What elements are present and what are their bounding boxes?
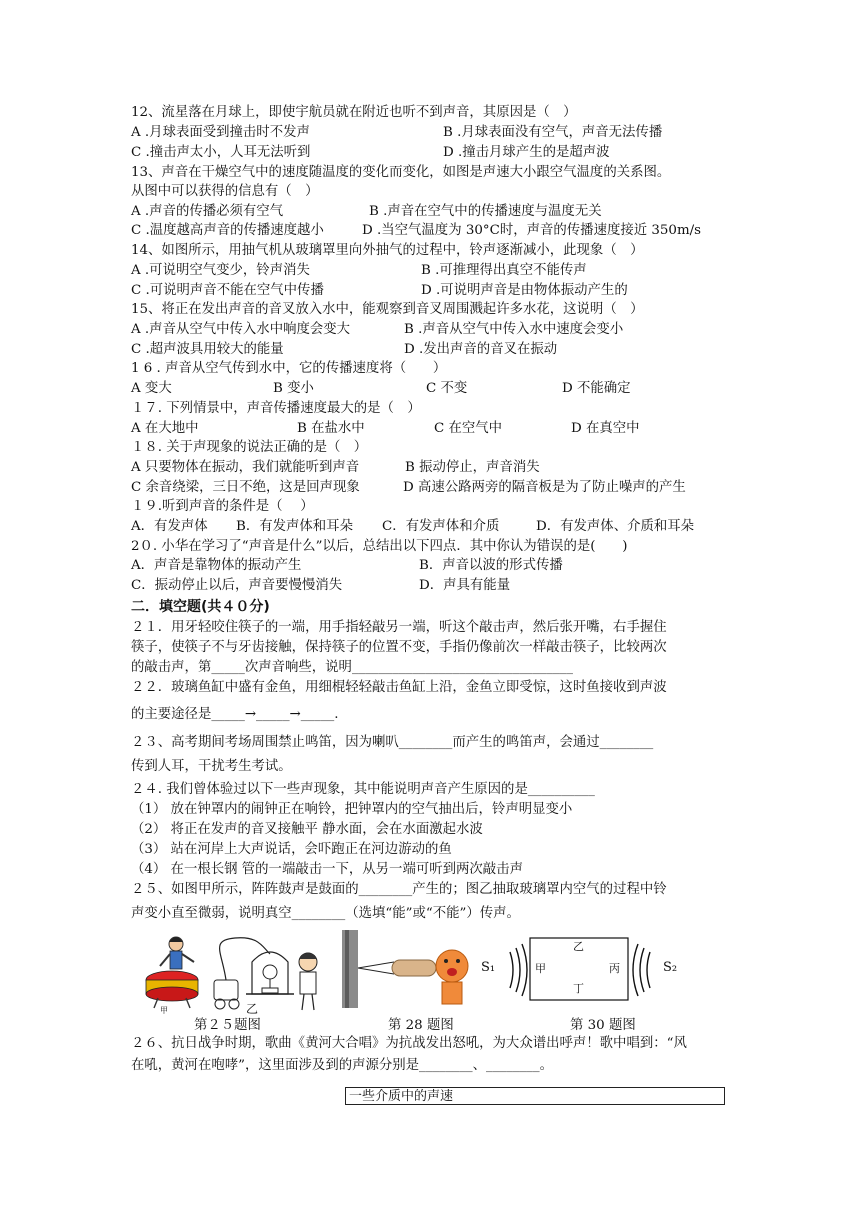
q20-option-d: D．声具有能量	[419, 578, 511, 593]
q13-stem-line2: 从图中可以获得的信息有（ ）	[131, 184, 319, 199]
q19-option-b: B．有发声体和耳朵	[236, 519, 353, 534]
q14-option-d: D .可说明声音是由物体振动产生的	[421, 283, 628, 298]
figure-30-label-s2: S₂	[663, 960, 678, 975]
q12-option-a: A .月球表面受到撞击时不发声	[131, 125, 310, 140]
q19-stem: １９.听到声音的条件是（ ）	[131, 499, 314, 514]
q19-option-c: C．有发声体和介质	[382, 519, 500, 534]
q17-option-b: B 在盐水中	[297, 421, 365, 436]
q13-stem-line1: 13、声音在干燥空气中的速度随温度的变化而变化，如图是声速大小跟空气温度的关系图。	[131, 165, 671, 180]
figure-30-label-ding: 丁	[573, 982, 584, 995]
q22-line1: ２２．玻璃鱼缸中盛有金鱼，用细棍轻轻敲击鱼缸上沿，金鱼立即受惊，这时鱼接收到声波	[131, 680, 667, 695]
q15-option-d: D .发出声音的音叉在振动	[404, 342, 558, 357]
q13-option-c: C .温度越高声音的传播速度越小	[131, 223, 324, 238]
q14-option-a: A .可说明空气变少，铃声消失	[131, 263, 310, 278]
q16-option-b: B 变小	[273, 381, 314, 396]
figure-28-sound-source	[340, 930, 478, 1008]
caption-figure-30: 第 30 题图	[570, 1018, 636, 1033]
q12-option-c: C .撞击声太小，人耳无法听到	[131, 145, 311, 160]
caption-figure-25: 第２５题图	[194, 1018, 261, 1033]
q18-stem: １８. 关于声现象的说法正确的是（ ）	[131, 440, 368, 455]
q24-item-1: （1） 放在钟罩内的闹钟正在响铃，把钟罩内的空气抽出后，铃声明显变小	[131, 802, 573, 817]
caption-figure-28: 第 28 题图	[388, 1018, 454, 1033]
figure-30-label-yi: 乙	[573, 940, 584, 953]
figure-25-label-yi: 乙	[246, 1002, 259, 1016]
q24-stem: ２４. 我们曾体验过以下一些声现象，其中能说明声音产生原因的是__________	[131, 782, 595, 797]
section-heading-fill-in: 二．填空题(共４０分)	[131, 599, 270, 615]
q21-line3: 的敲击声，第_____次声音响些，说明_________________________________	[131, 660, 573, 675]
q19-option-d: D．有发声体、介质和耳朵	[536, 519, 695, 534]
q15-stem: 15、将正在发出声音的音叉放入水中，能观察到音叉周围溅起许多水花，这说明（ ）	[131, 302, 644, 317]
q14-stem: 14、如图所示，用抽气机从玻璃罩里向外抽气的过程中，铃声逐渐减小，此现象（ ）	[131, 243, 644, 258]
figure-30-label-s1: S₁	[481, 960, 496, 975]
q24-item-4: （4） 在一根长钢 管的一端敲击一下，从另一端可听到两次敲击声	[131, 862, 523, 877]
q17-stem: １７. 下列情景中，声音传播速度最大的是（ ）	[131, 401, 421, 416]
q15-option-c: C .超声波具用较大的能量	[131, 342, 284, 357]
figure-30-label-jia: 甲	[535, 962, 546, 975]
q23-line2: 传到人耳，干扰考生考试。	[131, 759, 292, 774]
q16-option-a: A 变大	[131, 381, 172, 396]
q12-option-d: D .撞击月球产生的是超声波	[443, 145, 610, 160]
q26-line2: 在吼，黄河在咆哮”，这里面涉及到的声源分别是________、________。	[131, 1058, 553, 1073]
figure-25-label-jia: 甲	[160, 1006, 168, 1015]
q13-option-a: A .声音的传播必须有空气	[131, 204, 284, 219]
q26-line1: ２６、抗日战争时期，歌曲《黄河大合唱》为抗战发出怒吼，为大众谱出呼声！歌中唱到：“风	[131, 1036, 687, 1051]
q17-option-a: A 在大地中	[131, 421, 199, 436]
q20-option-b: B．声音以波的形式传播	[419, 558, 563, 573]
q25-line1: ２５、如图甲所示，阵阵鼓声是鼓面的________产生的；图乙抽取玻璃罩内空气的过程中铃	[131, 882, 667, 897]
sound-speed-table-title: 一些介质中的声速	[345, 1087, 725, 1105]
q17-option-d: D 在真空中	[571, 421, 640, 436]
q20-option-c: C．振动停止以后，声音要慢慢消失	[131, 578, 343, 593]
q24-item-2: （2） 将正在发声的音叉接触平 静水面，会在水面激起水波	[131, 822, 483, 837]
q24-item-3: （3） 站在河岸上大声说话，会吓跑正在河边游动的鱼	[131, 842, 452, 857]
q17-option-c: C 在空气中	[434, 421, 503, 436]
q18-option-d: D 高速公路两旁的隔音板是为了防止噪声的产生	[403, 480, 686, 495]
q18-option-b: B 振动停止，声音消失	[405, 460, 540, 475]
q22-line2: 的主要途径是_____→_____→_____.	[131, 707, 339, 722]
q15-option-b: B .声音从空气中传入水中速度会变小	[404, 322, 624, 337]
q20-stem: 2０. 小华在学习了“声音是什么”以后，总结出以下四点．其中你认为错误的是( )	[131, 539, 628, 554]
figure-30-circuit	[478, 930, 686, 1010]
q14-option-c: C .可说明声音不能在空气中传播	[131, 283, 324, 298]
q19-option-a: A．有发声体	[131, 519, 208, 534]
q21-line2: 筷子，使筷子不与牙齿接触，保持筷子的位置不变，手指仍像前次一样敲击筷子，比较两次	[131, 640, 667, 655]
q20-option-a: A．声音是靠物体的振动产生	[131, 558, 302, 573]
figure-30-label-bing: 丙	[609, 962, 620, 975]
q25-line2: 声变小直至微弱，说明真空________（选填“能”或“不能”）传声。	[131, 906, 520, 921]
q13-option-d: D .当空气温度为 30°C时，声音的传播速度接近 350m/s	[362, 223, 702, 238]
q12-stem: 12、流星落在月球上，即使宇航员就在附近也听不到声音，其原因是（ ）	[131, 105, 577, 120]
q16-option-c: C 不变	[426, 381, 468, 396]
q12-option-b: B .月球表面没有空气，声音无法传播	[443, 125, 663, 140]
q23-line1: ２３、高考期间考场周围禁止鸣笛，因为喇叭________而产生的鸣笛声，会通过________	[131, 735, 654, 750]
figure-25-drum-and-bell-jar	[140, 932, 330, 1014]
q16-option-d: D 不能确定	[562, 381, 631, 396]
q13-option-b: B .声音在空气中的传播速度与温度无关	[369, 204, 602, 219]
q16-stem: 1 6 . 声音从空气传到水中，它的传播速度将（ ）	[131, 361, 447, 376]
q14-option-b: B .可推理得出真空不能传声	[421, 263, 587, 278]
q15-option-a: A .声音从空气中传入水中响度会变大	[131, 322, 351, 337]
q21-line1: ２１．用牙轻咬住筷子的一端，用手指轻敲另一端，听这个敲击声，然后张开嘴，右手握住	[131, 620, 667, 635]
q18-option-a: A 只要物体在振动，我们就能听到声音	[131, 460, 360, 475]
q18-option-c: C 余音绕梁，三日不绝，这是回声现象	[131, 480, 360, 495]
